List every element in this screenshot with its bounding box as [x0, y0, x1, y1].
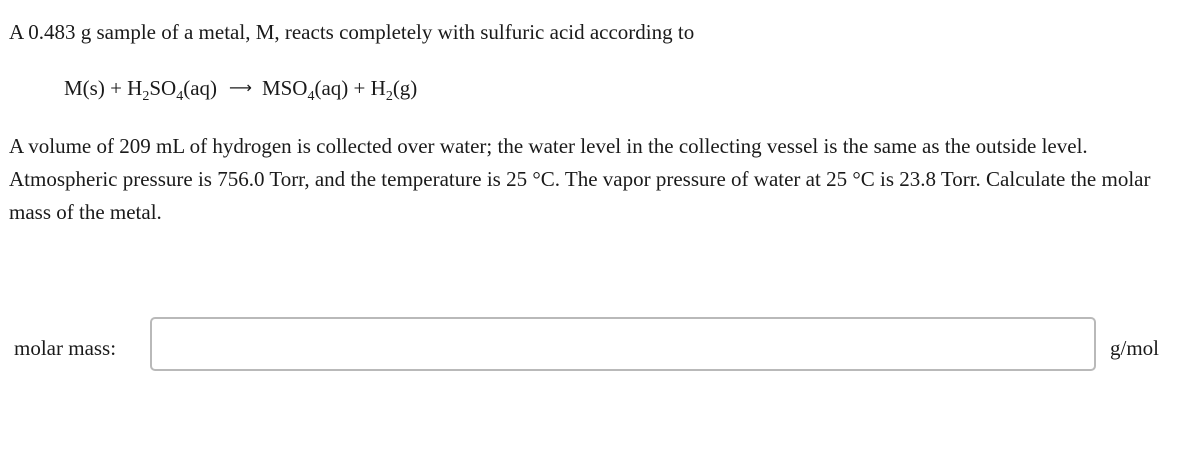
subscript-mso4: 4 [307, 89, 315, 104]
molar-mass-unit: g/mol [1110, 336, 1160, 360]
equation-product-state-and-h: (aq) + H [314, 76, 386, 100]
equation-reactant-so: SO [149, 76, 177, 100]
equation-product-mso: MSO [261, 76, 308, 100]
molar-mass-input[interactable] [150, 317, 1096, 371]
equation-reactant-state: (aq) [183, 76, 218, 100]
subscript-h2: 2 [142, 89, 150, 104]
chemical-equation [64, 73, 417, 103]
subscript-so4: 4 [176, 89, 184, 104]
question-paragraph: A volume of 209 mL of hydrogen is collected over water; the water level in the collecting vessel is the same as the outside level. Atmospheric pressure is 756.0 Torr, and the temperature is 25 °C. The vapor pressure of water at 25 °C is 23.8 Torr. Calculate the molar mass of the metal. [9, 134, 1151, 224]
reaction-arrow-icon: ⟶ [229, 78, 252, 97]
molar-mass-label: molar mass: [14, 336, 117, 360]
equation-product-gas-state: (g) [392, 76, 418, 100]
subscript-h2-product: 2 [385, 89, 393, 104]
question-intro: A 0.483 g sample of a metal, M, reacts completely with sulfuric acid according to [9, 20, 695, 44]
equation-reactant-metal-and-h: M(s) + H [64, 76, 143, 100]
answer-row [0, 317, 1187, 371]
